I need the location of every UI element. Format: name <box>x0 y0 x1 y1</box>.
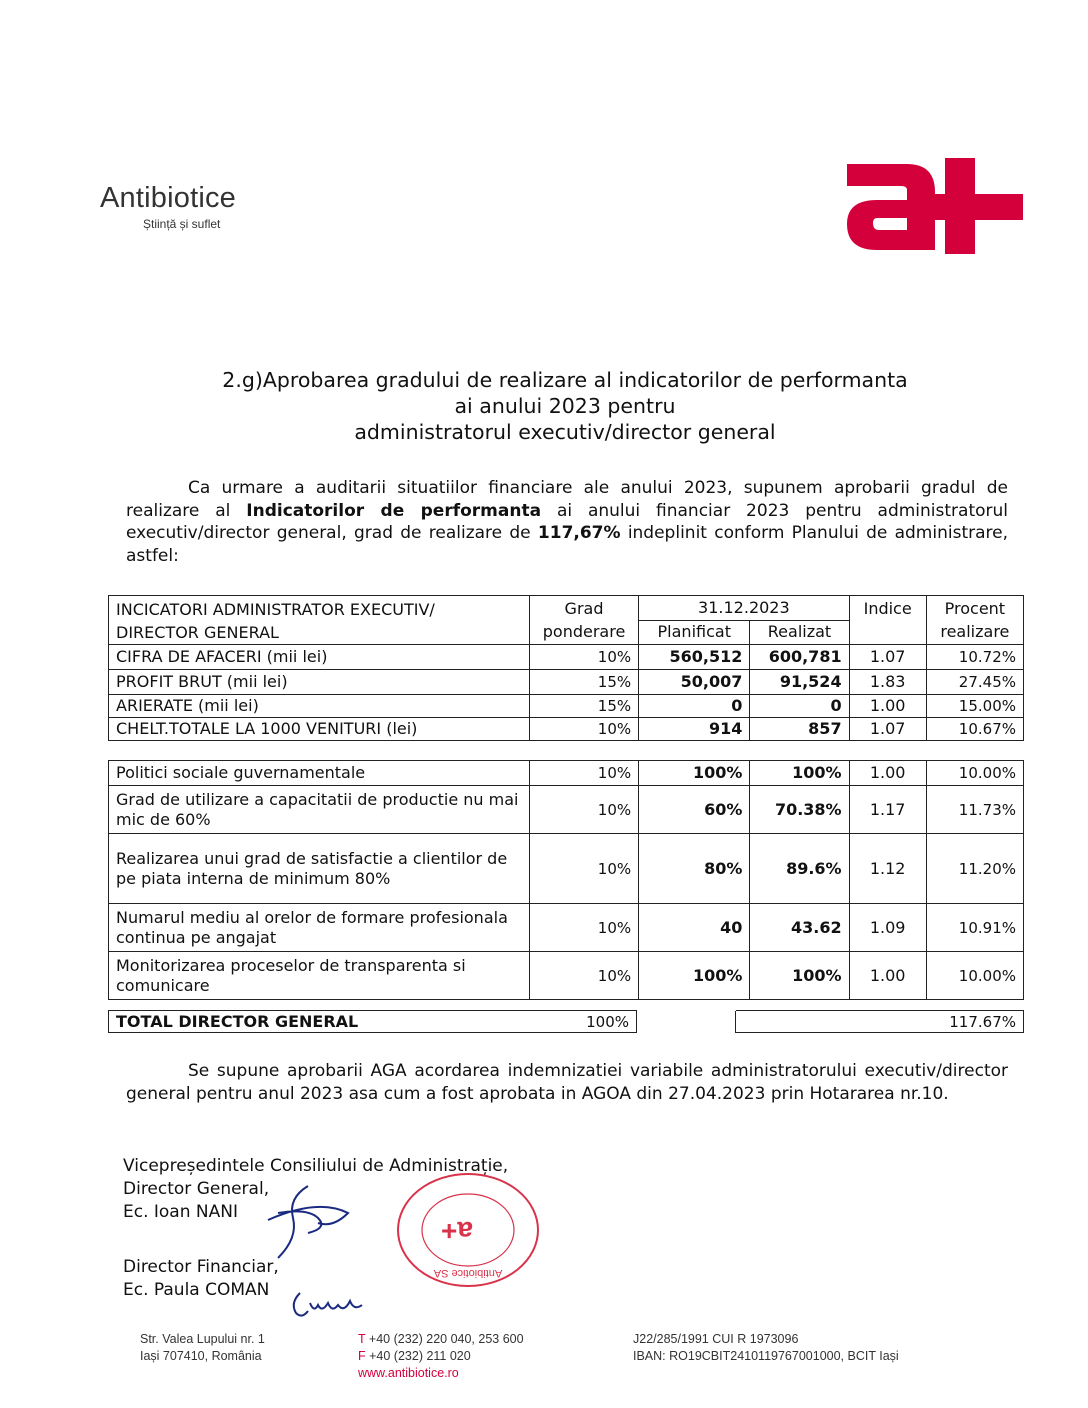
ceo-role-line-1: Vicepreședintele Consiliului de Administrație, <box>123 1156 509 1176</box>
percent-value: 10.00% <box>926 761 1023 786</box>
realized-value: 70.38% <box>750 786 849 834</box>
table-row <box>109 904 1024 952</box>
index-value: 1.09 <box>849 904 926 952</box>
planned-value: 80% <box>639 834 750 904</box>
weight-value: 15% <box>529 670 638 695</box>
footer-website-link[interactable]: www.antibiotice.ro <box>358 1366 459 1380</box>
table-row <box>109 695 1024 718</box>
svg-text:a+: a+ <box>441 1216 473 1247</box>
brand-block <box>100 182 236 231</box>
footer-address-line-2: Iași 707410, România <box>140 1349 262 1363</box>
planned-value: 60% <box>639 786 750 834</box>
header-percent: Procent realizare <box>926 596 1023 645</box>
total-percent: 117.67% <box>736 1011 1024 1033</box>
indicator-name: CHELT.TOTALE LA 1000 VENITURI (lei) <box>109 718 530 741</box>
header-index: Indice <box>849 596 926 645</box>
index-value: 1.00 <box>849 952 926 1000</box>
header-planned: Planificat <box>639 620 750 645</box>
footer-iban: IBAN: RO19CBIT2410119767001000, BCIT Iași <box>633 1349 899 1363</box>
planned-value: 0 <box>639 695 750 718</box>
weight-value: 10% <box>529 904 638 952</box>
phone-label: T <box>358 1332 366 1346</box>
percent-value: 11.20% <box>926 834 1023 904</box>
nonfinancial-rows <box>109 761 1024 1000</box>
title-line-3: administratorul executiv/director general <box>354 420 776 444</box>
cfo-role: Director Financiar, <box>123 1257 279 1277</box>
footer-registry-number: J22/285/1991 CUI R 1973096 <box>633 1332 799 1346</box>
closing-text: Se supune aprobarii AGA acordarea indemnizatiei variabile administratorului executiv/director general pentru anul 2023 asa cum a fost aprobata in AGOA din 27.04.2023 prin Hotararea nr.10. <box>126 1061 1008 1104</box>
table-row <box>109 952 1024 1000</box>
planned-value: 40 <box>639 904 750 952</box>
planned-value: 50,007 <box>639 670 750 695</box>
footer-contacts <box>358 1331 524 1382</box>
index-value: 1.07 <box>849 718 926 741</box>
weight-value: 10% <box>529 645 638 670</box>
indicator-name: Monitorizarea proceselor de transparenta si comunicare <box>109 952 530 1000</box>
indicator-name: Grad de utilizare a capacitatii de productie nu mai mic de 60% <box>109 786 530 834</box>
index-value: 1.00 <box>849 695 926 718</box>
intro-paragraph <box>126 477 1008 567</box>
title-line-2: ai anului 2023 pentru <box>454 394 676 418</box>
intro-text-1: Ca urmare a auditarii situatiilor financiare ale anului 2023, supunem aprobarii gradul de realizare al <box>126 478 1008 521</box>
table-row <box>109 786 1024 834</box>
total-weight: 100% <box>528 1011 637 1033</box>
svg-text:Antibiotice SA: Antibiotice SA <box>433 1267 503 1279</box>
index-value: 1.12 <box>849 834 926 904</box>
table-header-row <box>109 596 1024 621</box>
realized-value: 89.6% <box>750 834 849 904</box>
indicator-name: Politici sociale guvernamentale <box>109 761 530 786</box>
total-row <box>109 1011 1024 1033</box>
indicator-name: PROFIT BRUT (mii lei) <box>109 670 530 695</box>
indicator-name: Numarul mediu al orelor de formare profesionala continua pe angajat <box>109 904 530 952</box>
intro-bold-1: Indicatorilor de performanta <box>246 500 542 521</box>
nonfinancial-indicators-table <box>108 760 1024 1000</box>
index-value: 1.07 <box>849 645 926 670</box>
weight-value: 10% <box>529 786 638 834</box>
percent-value: 10.00% <box>926 952 1023 1000</box>
page-title <box>0 367 1088 445</box>
planned-value: 100% <box>639 761 750 786</box>
footer-address-line-1: Str. Valea Lupului nr. 1 <box>140 1332 265 1346</box>
cfo-name: Ec. Paula COMAN <box>123 1280 270 1300</box>
financial-indicators-table <box>108 595 1024 741</box>
handwritten-signature-cfo-icon <box>288 1283 378 1323</box>
intro-text-3: indeplinit conform Planului de administrare, astfel: <box>126 523 1008 566</box>
header-realized: Realizat <box>750 620 849 645</box>
weight-value: 10% <box>529 761 638 786</box>
financial-rows <box>109 645 1024 741</box>
realized-value: 100% <box>750 952 849 1000</box>
realized-value: 857 <box>750 718 849 741</box>
total-table <box>108 1010 1024 1033</box>
header-weight: Grad ponderare <box>529 596 638 645</box>
company-stamp-icon <box>393 1170 543 1290</box>
intro-text-2: ai anului financiar 2023 pentru administratorul executiv/director general, grad de realizare de <box>126 500 1009 543</box>
planned-value: 560,512 <box>639 645 750 670</box>
index-value: 1.17 <box>849 786 926 834</box>
intro-bold-2: 117,67% <box>537 523 621 543</box>
ceo-role-line-2: Director General, <box>123 1179 270 1199</box>
total-label: TOTAL DIRECTOR GENERAL <box>109 1011 529 1033</box>
percent-value: 15.00% <box>926 695 1023 718</box>
weight-value: 10% <box>529 718 638 741</box>
realized-value: 43.62 <box>750 904 849 952</box>
a-plus-logo-icon <box>845 158 1025 254</box>
closing-paragraph <box>126 1060 1008 1105</box>
planned-value: 100% <box>639 952 750 1000</box>
table-row <box>109 645 1024 670</box>
weight-value: 10% <box>529 834 638 904</box>
header-indicator: INCICATORI ADMINISTRATOR EXECUTIV/ DIRECTOR GENERAL <box>109 596 530 645</box>
indicator-name: ARIERATE (mii lei) <box>109 695 530 718</box>
handwritten-signature-ceo-icon <box>248 1178 358 1268</box>
percent-value: 10.67% <box>926 718 1023 741</box>
brand-name: Antibiotice <box>100 182 236 214</box>
footer-fax: +40 (232) 211 020 <box>369 1349 471 1363</box>
percent-value: 11.73% <box>926 786 1023 834</box>
ceo-name: Ec. Ioan NANI <box>123 1202 238 1222</box>
percent-value: 10.72% <box>926 645 1023 670</box>
index-value: 1.00 <box>849 761 926 786</box>
realized-value: 100% <box>750 761 849 786</box>
header-date: 31.12.2023 <box>639 596 849 621</box>
brand-tagline: Știință și suflet <box>143 217 221 231</box>
footer-address <box>140 1331 265 1365</box>
index-value: 1.83 <box>849 670 926 695</box>
realized-value: 0 <box>750 695 849 718</box>
table-row <box>109 761 1024 786</box>
planned-value: 914 <box>639 718 750 741</box>
table-row <box>109 718 1024 741</box>
indicator-name: CIFRA DE AFACERI (mii lei) <box>109 645 530 670</box>
footer-phone: +40 (232) 220 040, 253 600 <box>368 1332 524 1346</box>
realized-value: 91,524 <box>750 670 849 695</box>
table-row <box>109 670 1024 695</box>
percent-value: 10.91% <box>926 904 1023 952</box>
title-line-1: 2.g)Aprobarea gradului de realizare al indicatorilor de performanta <box>222 368 908 392</box>
table-row <box>109 834 1024 904</box>
footer-registry <box>633 1331 899 1365</box>
realized-value: 600,781 <box>750 645 849 670</box>
indicator-name: Realizarea unui grad de satisfactie a clientilor de pe piata interna de minimum 80% <box>109 834 530 904</box>
weight-value: 10% <box>529 952 638 1000</box>
fax-label: F <box>358 1349 366 1363</box>
percent-value: 27.45% <box>926 670 1023 695</box>
weight-value: 15% <box>529 695 638 718</box>
